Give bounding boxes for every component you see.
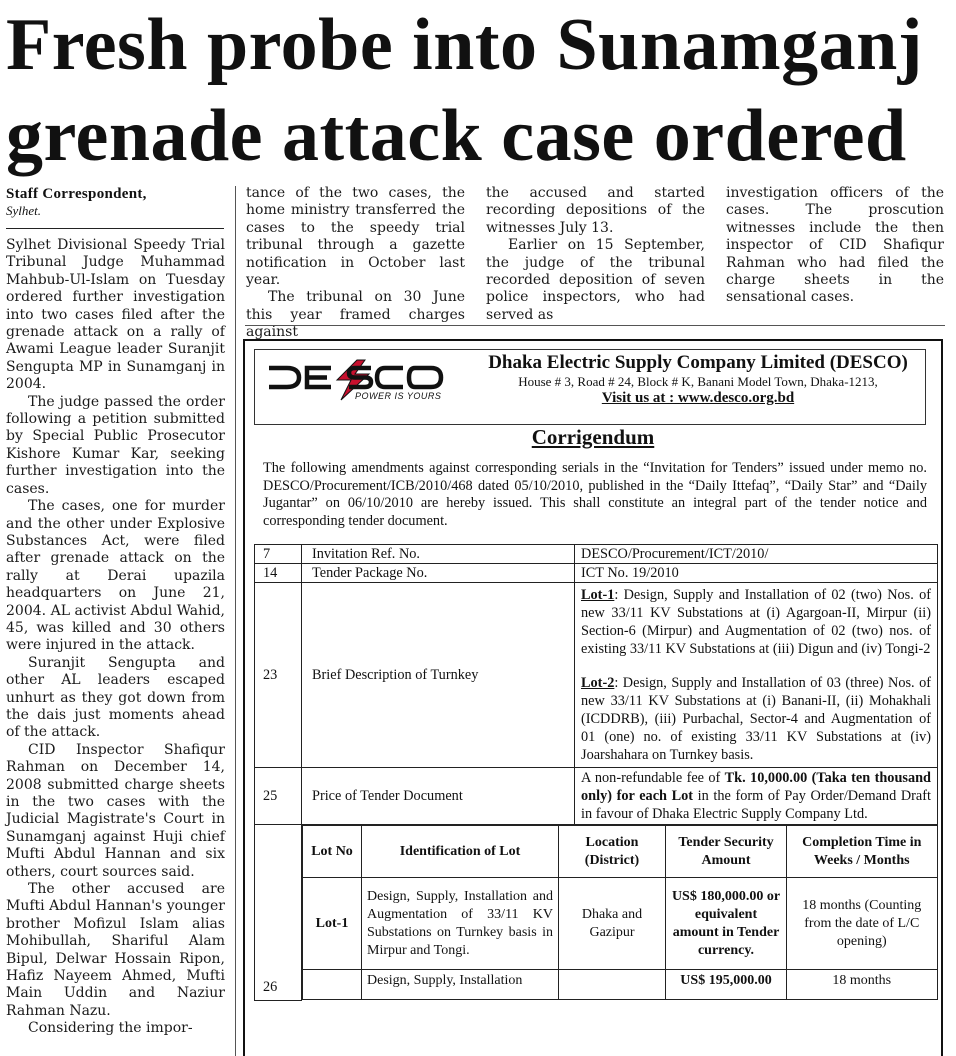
paragraph: The other accused are Mufti Abdul Hannan's younger brother Mofizul Islam alias Mohibullah, Shariful Alam Bipul, Delwar Hossain Ripon, Hafiz Nayeem Ahmed, Mufti Main Uddin and Naziur Rahman Nazu.	[6, 881, 225, 1019]
header-location: Location (District)	[559, 826, 666, 878]
lot-row	[303, 878, 938, 970]
corrigendum-intro: The following amendments against corresponding serials in the “Invitation for Tenders” issued under memo no. DESCO/Procurement/ICB/2010/468 dated 05/10/2010, published in the “Daily Ittefaq”, “Daily Star” and “Daily Jugantar” on 06/10/2010 are hereby issued. This shall constitute an integral part of the tender notice and corresponding tender document.	[263, 460, 927, 529]
website-link[interactable]: Visit us at : www.desco.org.bd	[601, 390, 795, 406]
label-cell: Brief Description of Turnkey	[302, 583, 575, 768]
table-row	[255, 768, 938, 825]
lot-completion: 18 months (Counting from the date of L/C opening)	[787, 878, 938, 970]
paragraph: The judge passed the order following a petition submitted by Special Public Prosecutor Kishore Kumar Kar, seeking further investigation into the cases.	[6, 393, 225, 497]
paragraph: the accused and started recording depositions of the witnesses July 13.	[486, 185, 705, 236]
headline	[6, 0, 950, 182]
table-row	[255, 564, 938, 583]
byline-location: Sylhet.	[6, 203, 42, 218]
company-name: Dhaka Electric Supply Company Limited (DESCO)	[488, 352, 908, 373]
paragraph: CID Inspector Shafiqur Rahman on December 14, 2008 submitted charge sheets in the two cases with the Judicial Magistrate's Court in Sunamganj against Huji chief Mufti Abdul Hannan and six others, court sources said.	[6, 741, 225, 880]
company-website[interactable]	[470, 390, 926, 407]
lot-identification: Design, Supply, Installation	[362, 970, 559, 1000]
table-row	[255, 583, 938, 768]
article-end-rule	[245, 325, 945, 326]
lot-location	[559, 970, 666, 1000]
paragraph: investigation officers of the cases. The proscution witnesses include the then inspector of CID Shafiqur Rahman who had filed the charge sheets in the sensational cases.	[726, 185, 944, 306]
serial-cell: 14	[255, 564, 302, 583]
lot-security: US$ 195,000.00	[666, 970, 787, 1000]
paragraph: tance of the two cases, the home ministry transferred the cases to the speedy trial tribunal through a gazette notification in October last year.	[246, 185, 465, 289]
lot-2-description: Lot-2: Design, Supply and Installation of 03 (three) Nos. of new 33/11 KV Substations at (i) Banani-II, (ii) Mohakhali (ICDDRB), (iii) Purbachal, Sector-4 and Augmentation of 01 (one) no. of existing 33/11 KV Substations at (iv) Joarshahara on Turnkey basis.	[581, 675, 931, 763]
value-cell: A non-refundable fee of Tk. 10,000.00 (Taka ten thousand only) for each Lot in the form of Pay Order/Demand Draft in favour of Dhaka Electric Supply Company Ltd.	[575, 768, 938, 825]
logo-tagline: POWER IS YOURS	[355, 391, 442, 401]
label-cell: Tender Package No.	[302, 564, 575, 583]
logo-letter-e	[307, 368, 331, 387]
lot-table	[302, 825, 938, 1000]
lot-table-cell	[302, 825, 938, 1001]
article-column-4	[726, 185, 944, 307]
serial-cell: 7	[255, 545, 302, 564]
company-address: House # 3, Road # 24, Block # K, Banani Model Town, Dhaka-1213,	[518, 374, 878, 389]
column-divider	[235, 186, 236, 1056]
header-security: Tender Security Amount	[666, 826, 787, 878]
serial-cell: 25	[255, 768, 302, 825]
header-completion: Completion Time in Weeks / Months	[787, 826, 938, 878]
byline	[6, 186, 224, 219]
label-cell: Invitation Ref. No.	[302, 545, 575, 564]
article-column-3	[486, 185, 705, 324]
lot-1-description: Lot-1: Design, Supply and Installation of 02 (two) Nos. of new 33/11 KV Substations at (i) Agargoan-II, Mirpur (ii) Section-6 (Mirpur) and Augmentation of 02 (two) nos. of existing 33/11 KV Substations at (iii) Digun and (iv) Tongi-2	[581, 587, 931, 657]
byline-name: Staff Correspondent,	[6, 186, 147, 202]
value-cell: DESCO/Procurement/ICT/2010/	[575, 545, 938, 564]
serial-cell: 23	[255, 583, 302, 768]
value-cell	[575, 583, 938, 768]
value-cell: ICT No. 19/2010	[575, 564, 938, 583]
label-cell: Price of Tender Document	[302, 768, 575, 825]
paragraph: The cases, one for murder and the other under Explosive Substances Act, were filed after grenade attack on the rally at Derai upazila headquarters on June 21, 2004. AL activist Abdul Wahid, 45, was killed and 30 others were injured in the attack.	[6, 498, 225, 654]
lot-row	[303, 970, 938, 1000]
lot-number	[303, 970, 362, 1000]
article-column-2	[246, 185, 465, 342]
lot-completion: 18 months	[787, 970, 938, 1000]
lot-identification: Design, Supply, Installation and Augmentation of 33/11 KV Substations on Turnkey basis in Mirpur and Tongi.	[362, 878, 559, 970]
paragraph: Suranjit Sengupta and other AL leaders escaped unhurt as they got down from the dais just moments ahead of the attack.	[6, 654, 225, 741]
logo-letter-d	[269, 368, 299, 387]
paragraph: Earlier on 15 September, the judge of the tribunal recorded deposition of seven police inspectors, who had served as	[486, 237, 705, 323]
logo-letter-o	[409, 368, 441, 387]
paragraph: Sylhet Divisional Speedy Trial Tribunal Judge Muhammad Mahbub-Ul-Islam on Tuesday ordered further investigation into two cases filed after the grenade attack on a rally of Awami League leader Suranjit Sengupta MP in Sunamganj in 2004.	[6, 237, 225, 393]
lot-table-header	[303, 826, 938, 878]
amendments-table	[254, 544, 938, 1001]
lot-security: US$ 180,000.00 or equivalent amount in Tender currency.	[666, 878, 787, 970]
table-row	[255, 825, 938, 1001]
article-column-1	[6, 237, 225, 1038]
lot-location: Dhaka and Gazipur	[559, 878, 666, 970]
corrigendum-title: Corrigendum	[531, 425, 655, 449]
serial-cell: 26	[255, 825, 302, 1001]
header-lot-no: Lot No	[303, 826, 362, 878]
header-identification: Identification of Lot	[362, 826, 559, 878]
headline-line-1: Fresh probe into Sunamganj	[6, 4, 923, 86]
table-row	[255, 545, 938, 564]
paragraph: Considering the impor-	[28, 1020, 193, 1037]
lot-number: Lot-1	[303, 878, 362, 970]
paragraph: The tribunal on 30 June this year framed charges against	[246, 289, 465, 341]
logo-letter-c	[377, 368, 403, 387]
headline-line-2: grenade attack case ordered	[6, 95, 907, 177]
byline-divider	[6, 228, 224, 229]
